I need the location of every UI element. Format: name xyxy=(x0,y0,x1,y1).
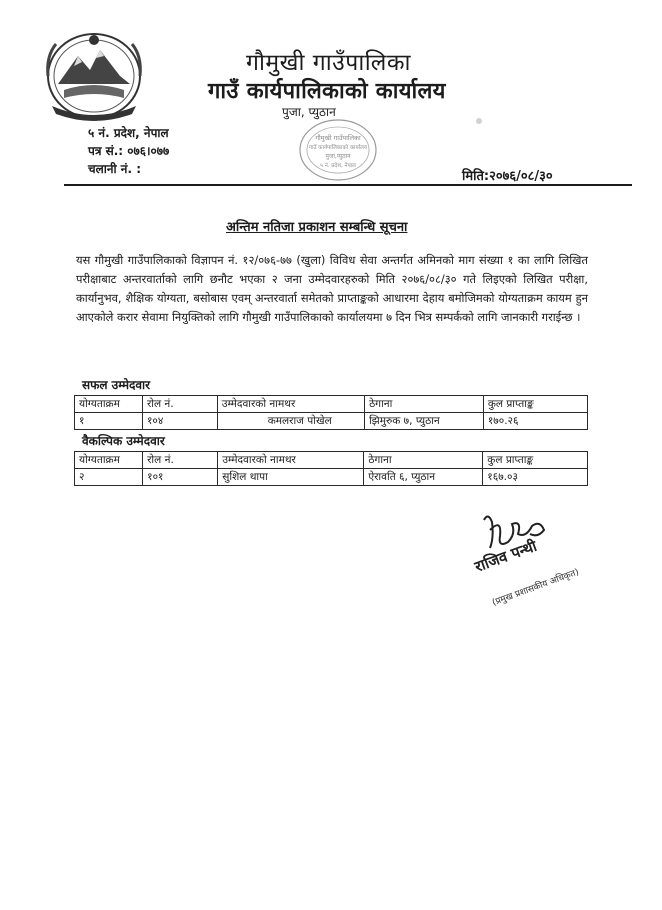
col-name: उम्मेदवारको नामथर xyxy=(217,396,364,413)
col-roll: रोल नं. xyxy=(142,396,217,413)
cell-name: कमलराज पोखेल xyxy=(217,413,364,430)
cell-address: झिमुरुक ७, प्युठान xyxy=(365,413,484,430)
table-row xyxy=(75,469,588,486)
cell-roll: १०४ xyxy=(142,413,217,430)
nepal-emblem-icon xyxy=(42,26,146,122)
letter-number: पत्र सं.: ०७६।०७७ xyxy=(88,144,170,158)
table-row xyxy=(75,413,588,430)
scan-speck xyxy=(476,118,482,124)
notice-subject: अन्तिम नतिजा प्रकाशन सम्बन्धि सूचना xyxy=(226,220,408,235)
col-total-score: कुल प्राप्ताङ्क xyxy=(483,396,587,413)
cell-name: सुशिल थापा xyxy=(218,469,364,486)
col-rank: योग्यताक्रम xyxy=(75,452,143,469)
notice-body: यस गौमुखी गाउँपालिकाको विज्ञापन नं. १२/०७६-७७ (खुला) विविध सेवा अन्तर्गत अमिनको माग संख्या १ का लागि लिखित परीक्षाबाट अन्तरवार्ताको लागि छनौट भएका २ जना उम्मेदवारहरुको मिति २०७६/०८/३० गते लिइएको लिखित परीक्षा, कार्यानुभव, शैक्षिक योग्यता, बसोबास एवम् अन्तरवार्ता समेतको प्राप्ताङ्कको आधारमा देहाय बमोजिमको योग्यताक्रम कायम हुन आएकोले करार सेवामा नियुक्तिको लागि गौमुखी गाउँपालिकाको कार्यालयमा ७ दिन भित्र सम्पर्कको लागि जानकारी गराईन्छ । xyxy=(76,253,588,324)
cell-score: १७०.२६ xyxy=(483,413,587,430)
seal-line-3: पुजा,प्युठान xyxy=(325,153,351,160)
office-place: पुजा, प्युठान xyxy=(282,105,336,119)
alternate-candidate-label: वैकल्पिक उम्मेदवार xyxy=(82,434,165,448)
dispatch-number: चलानी नं. : xyxy=(88,162,142,176)
col-name: उम्मेदवारको नामथर xyxy=(218,452,364,469)
cell-address: ऐरावति ६, प्युठान xyxy=(364,469,483,486)
office-seal-stamp xyxy=(298,118,378,182)
letter-date: मिति:२०७६/०८/३० xyxy=(462,169,553,184)
col-address: ठेगाना xyxy=(364,452,483,469)
col-roll: रोल नं. xyxy=(143,452,218,469)
seal-line-1: गौमुखी गाउँपालिका xyxy=(315,134,361,142)
org-name: गौमुखी गाउँपालिका xyxy=(246,50,411,76)
table-header-row xyxy=(75,396,588,413)
col-rank: योग्यताक्रम xyxy=(75,396,143,413)
col-address: ठेगाना xyxy=(365,396,484,413)
signatory-name: राजिव पन्थी xyxy=(472,536,540,576)
successful-candidate-table xyxy=(74,395,588,430)
signatory-title: (प्रमुख प्रशासकीय अधिकृत) xyxy=(491,567,581,609)
seal-line-2: गाउँ कार्यपालिकाको कार्यालय xyxy=(308,145,368,151)
province-line: ५ नं. प्रदेश, नेपाल xyxy=(88,126,169,140)
table-header-row xyxy=(75,452,588,469)
successful-candidate-label: सफल उम्मेदवार xyxy=(82,378,151,392)
alternate-candidate-table xyxy=(74,451,588,486)
seal-line-4: ५ नं. प्रदेश, नेपाल xyxy=(320,163,356,169)
cell-rank: १ xyxy=(75,413,143,430)
cell-rank: २ xyxy=(75,469,143,486)
col-total-score: कुल प्राप्ताङ्क xyxy=(483,452,588,469)
cell-score: १६७.०३ xyxy=(483,469,588,486)
cell-roll: १०१ xyxy=(143,469,218,486)
header-divider xyxy=(64,184,632,186)
office-name: गाउँ कार्यपालिकाको कार्यालय xyxy=(208,79,446,104)
